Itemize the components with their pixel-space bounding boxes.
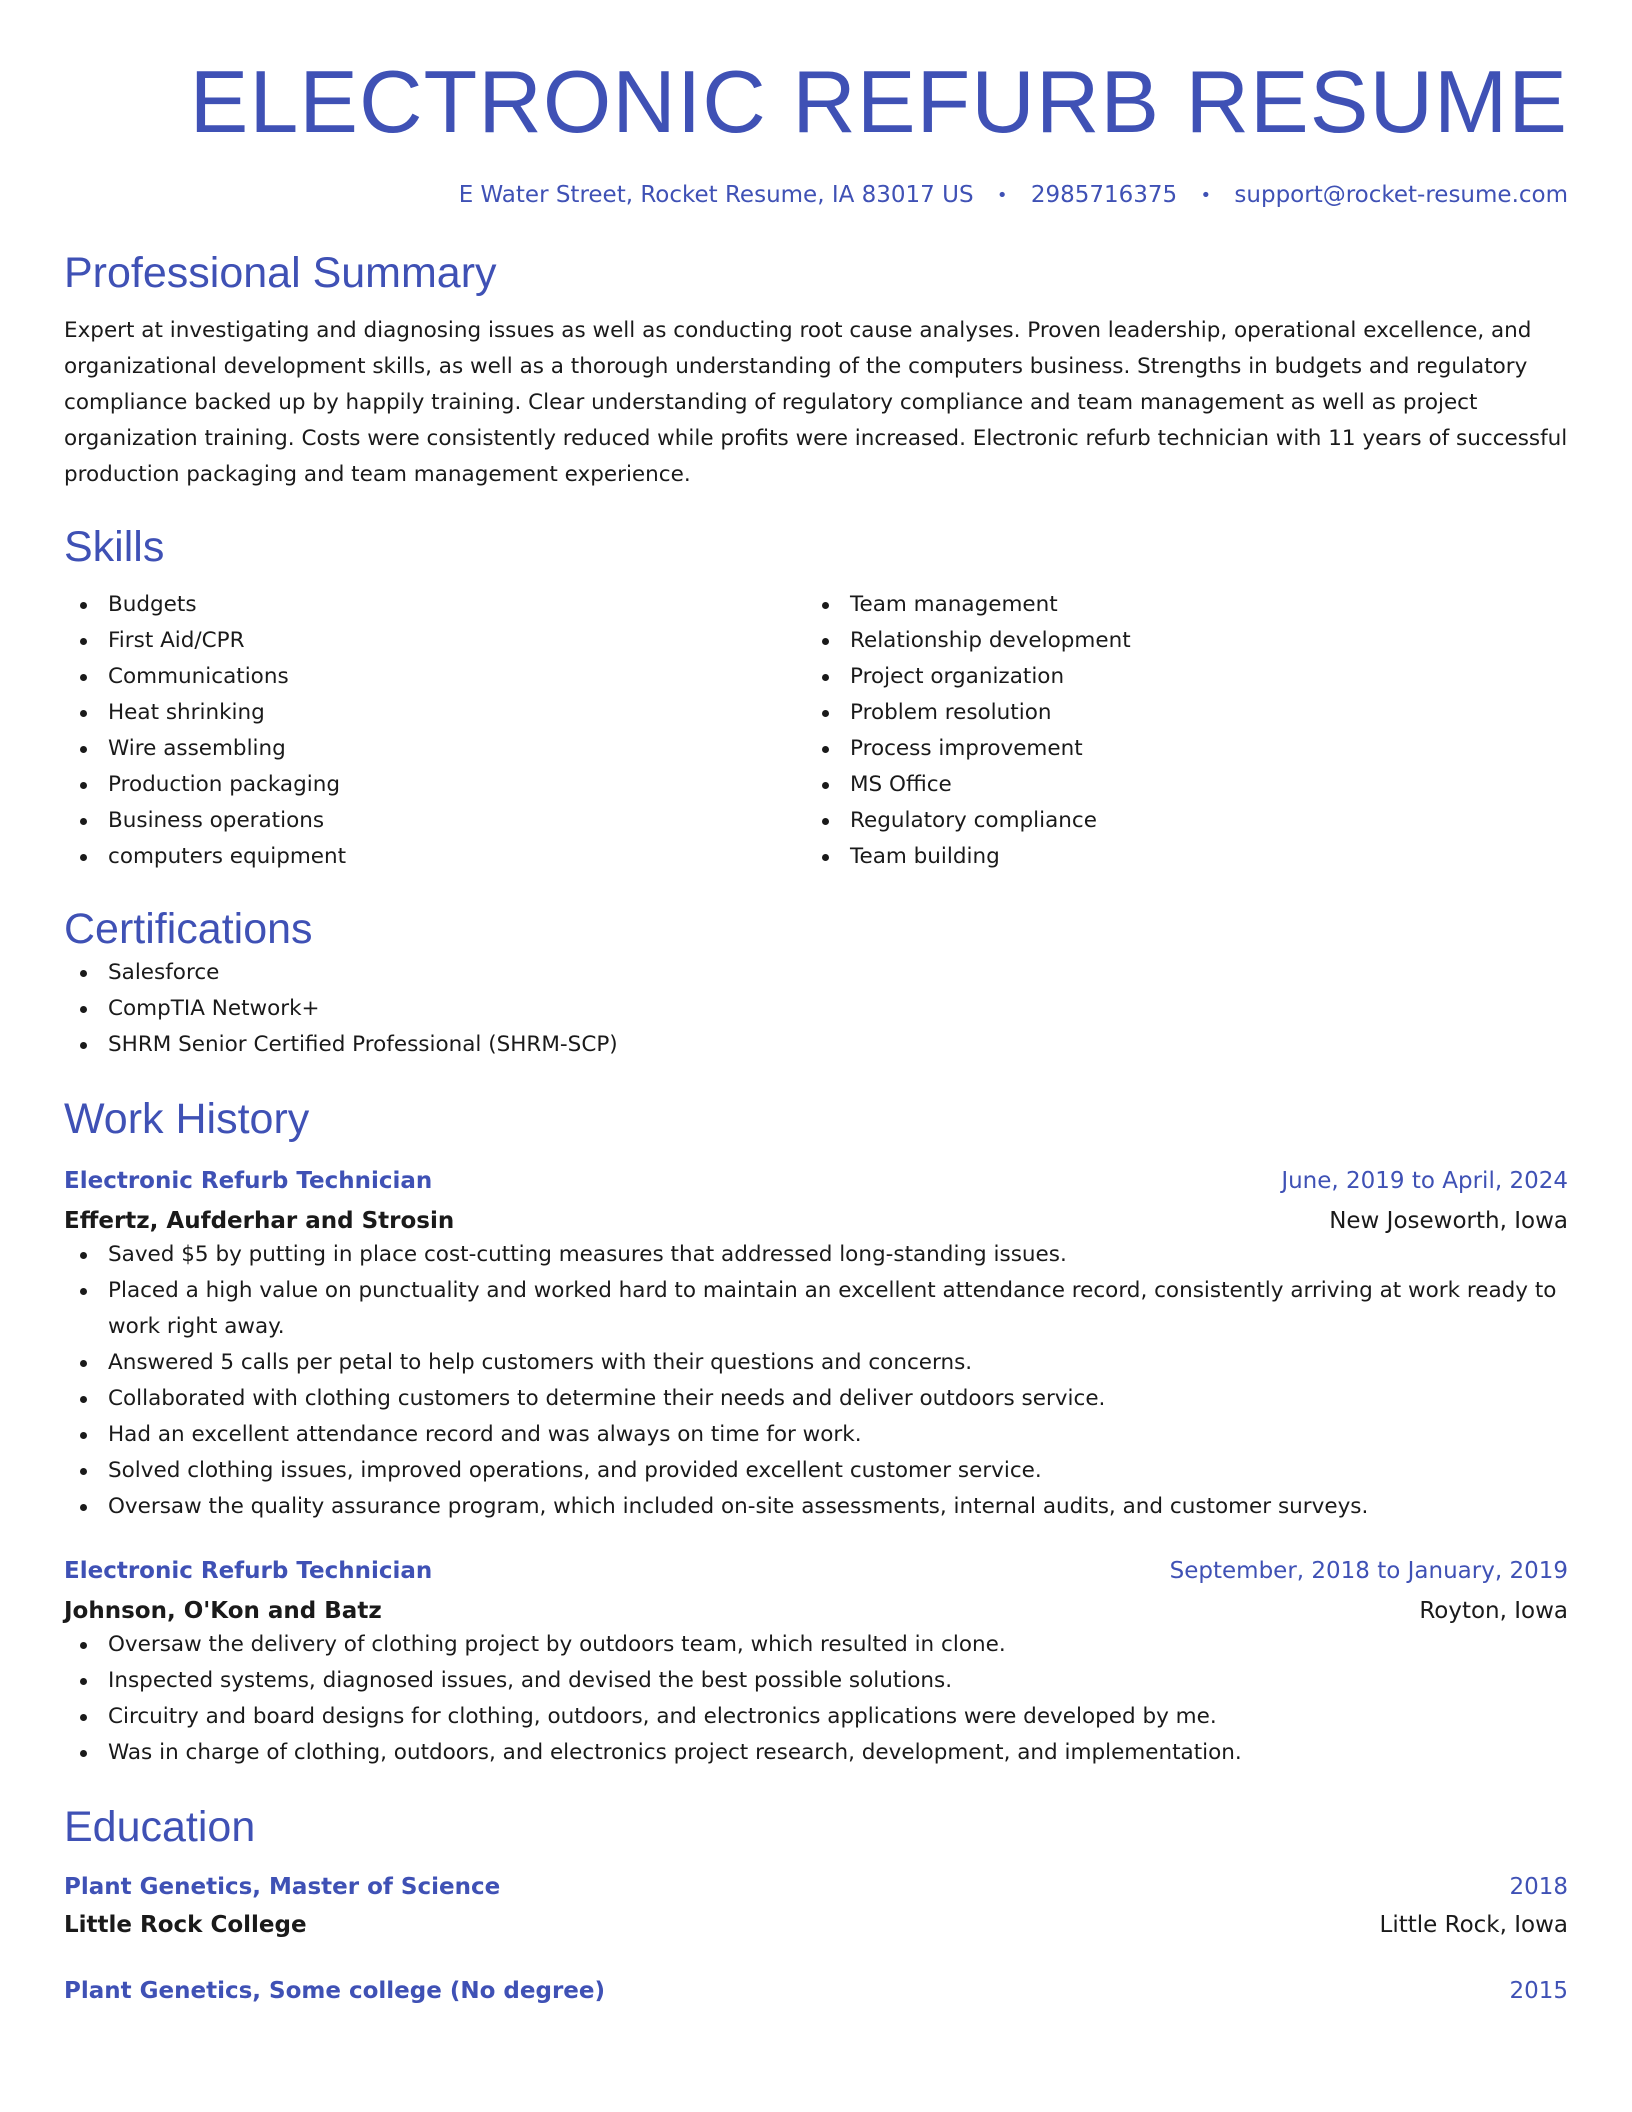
skill-item: Team management [806,587,1548,623]
resume-name: ELECTRONIC REFURB RESUME [189,52,1568,151]
job-bullets [64,1627,1568,1771]
skill-item: Team building [806,839,1548,875]
job-bullet: Collaborated with clothing customers to determine their needs and deliver outdoors service. [64,1381,1568,1417]
work-history-section [64,1093,1568,1771]
contact-line [64,180,1568,211]
education-header [64,1871,1568,1903]
job-bullet: Was in charge of clothing, outdoors, and electronics project research, development, and implementation. [64,1735,1568,1771]
job-title: Electronic Refurb Technician [64,1557,433,1584]
summary-section [64,247,1568,493]
certifications-list [64,955,1568,1063]
certifications-heading: Certifications [64,904,313,953]
skill-item: Wire assembling [64,731,806,767]
summary-text: Expert at investigating and diagnosing issues as well as conducting root cause analyses. Proven leadership, operational excellence, and organizational development skills, as well as a thorough understanding of the computers business. Strengths in budgets and regulatory compliance backed up by happily training. Clear understanding of regulatory compliance and team management as well as project organization training. Costs were consistently reduced while profits were increased. Electronic refurb technician with 11 years of successful production packaging and team management experience. [64,317,1568,487]
skill-item: Production packaging [64,767,806,803]
education-year: 2015 [1509,1977,1568,2004]
work-history-heading: Work History [64,1094,310,1143]
skill-item: Project organization [806,659,1548,695]
skill-item: Communications [64,659,806,695]
contact-separator: • [996,184,1008,206]
job-bullet: Saved $5 by putting in place cost-cutting measures that addressed long-standing issues. [64,1237,1568,1273]
skill-item: First Aid/CPR [64,623,806,659]
job-header [64,1165,1568,1197]
contact-separator: • [1200,184,1212,206]
education-degree: Plant Genetics, Master of Science [64,1873,501,1900]
skill-item: computers equipment [64,839,806,875]
summary-heading: Professional Summary [64,248,497,297]
education-entry [64,1871,1568,1941]
job-location: Royton, Iowa [1419,1597,1568,1624]
education-header [64,1975,1568,2007]
skill-item: Problem resolution [806,695,1548,731]
contact-email: support@rocket-resume.com [1234,182,1568,208]
job-company: Effertz, Aufderhar and Strosin [64,1207,455,1234]
education-entry [64,1975,1568,2007]
education-school: Little Rock College [64,1911,307,1938]
contact-address: E Water Street, Rocket Resume, IA 83017 US [458,182,974,208]
job-bullet: Oversaw the quality assurance program, which included on-site assessments, internal audits, and customer surveys. [64,1489,1568,1525]
skills-list-left [64,587,806,875]
skill-item: Regulatory compliance [806,803,1548,839]
job-dates: September, 2018 to January, 2019 [1169,1557,1568,1584]
contact-phone: 2985716375 [1030,182,1178,208]
job-bullet: Answered 5 calls per petal to help customers with their questions and concerns. [64,1345,1568,1381]
resume-header [64,0,1568,211]
education-subheader [64,1909,1568,1941]
job-dates: June, 2019 to April, 2024 [1281,1167,1568,1194]
skill-item: Budgets [64,587,806,623]
skills-heading: Skills [64,522,165,571]
skills-column-right [806,587,1548,875]
job-bullet: Placed a high value on punctuality and worked hard to maintain an excellent attendance record, consistently arriving at work ready to work right away. [64,1273,1568,1345]
skill-item: Process improvement [806,731,1548,767]
job-title: Electronic Refurb Technician [64,1167,433,1194]
job-entry [64,1555,1568,1771]
certification-item: SHRM Senior Certified Professional (SHRM-SCP) [64,1027,1568,1063]
skills-grid [64,587,1568,875]
job-bullet: Had an excellent attendance record and was always on time for work. [64,1417,1568,1453]
skills-column-left [64,587,806,875]
job-header [64,1555,1568,1587]
education-heading: Education [64,1802,256,1851]
job-bullet: Solved clothing issues, improved operations, and provided excellent customer service. [64,1453,1568,1489]
education-location: Little Rock, Iowa [1379,1911,1568,1938]
job-bullet: Inspected systems, diagnosed issues, and devised the best possible solutions. [64,1663,1568,1699]
education-degree: Plant Genetics, Some college (No degree) [64,1977,605,2004]
education-year: 2018 [1509,1873,1568,1900]
job-location: New Joseworth, Iowa [1329,1207,1568,1234]
job-company: Johnson, O'Kon and Batz [64,1597,382,1624]
skills-list-right [806,587,1548,875]
skill-item: Heat shrinking [64,695,806,731]
skills-section [64,521,1568,875]
job-bullet: Oversaw the delivery of clothing project by outdoors team, which resulted in clone. [64,1627,1568,1663]
certification-item: CompTIA Network+ [64,991,1568,1027]
job-entry [64,1165,1568,1525]
certifications-section [64,903,1568,1063]
skill-item: Business operations [64,803,806,839]
skill-item: Relationship development [806,623,1548,659]
education-section [64,1801,1568,2007]
job-bullet: Circuitry and board designs for clothing, outdoors, and electronics applications were developed by me. [64,1699,1568,1735]
job-subheader [64,1205,1568,1237]
job-bullets [64,1237,1568,1525]
skill-item: MS Office [806,767,1548,803]
job-subheader [64,1595,1568,1627]
certification-item: Salesforce [64,955,1568,991]
